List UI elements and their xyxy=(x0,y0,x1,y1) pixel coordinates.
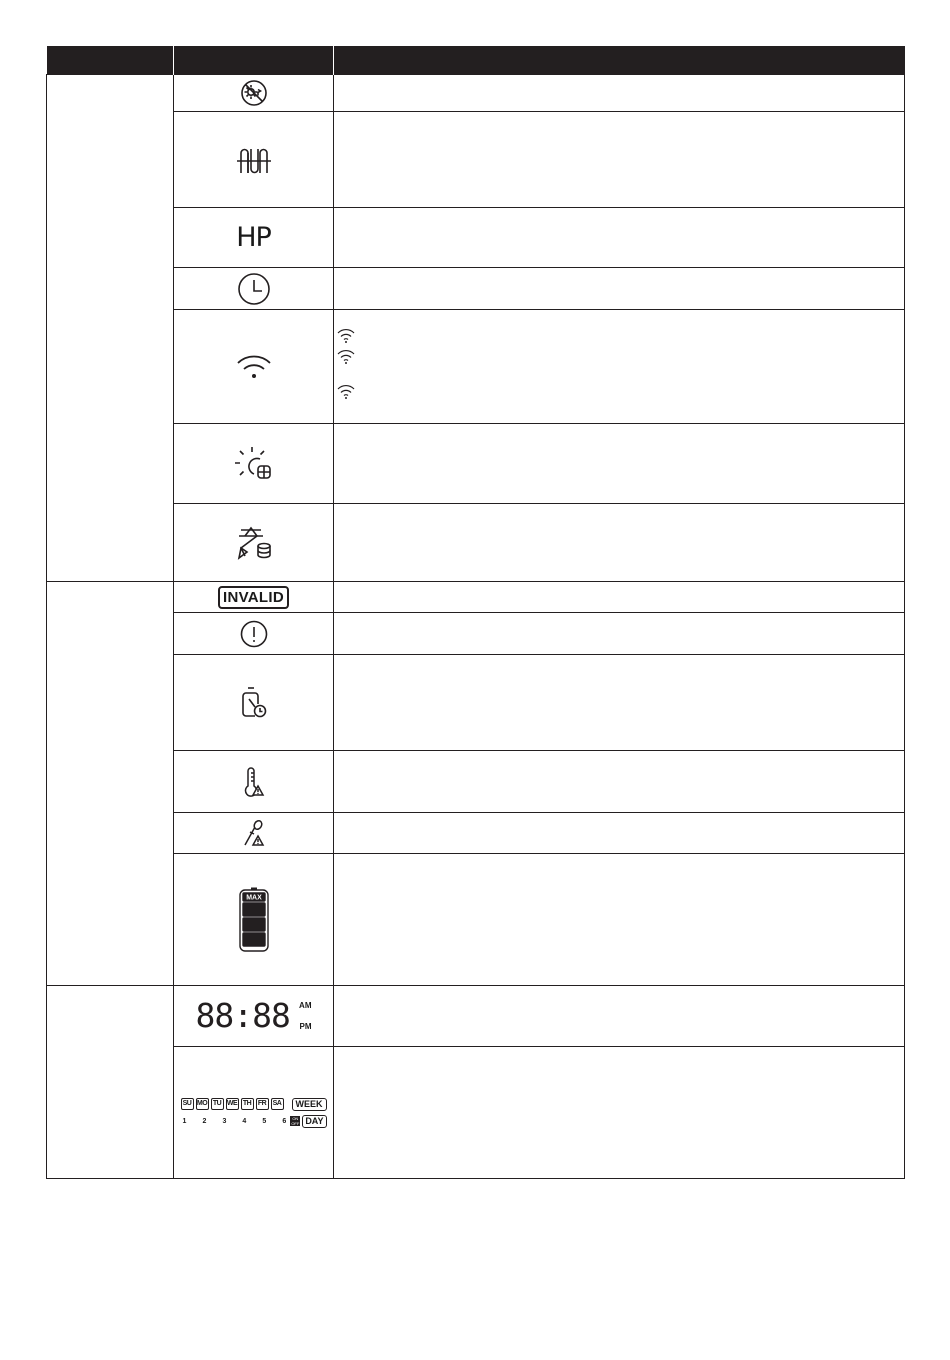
alert-icon xyxy=(240,620,268,648)
week-label: WEEK xyxy=(292,1098,327,1111)
on-off-indicator xyxy=(290,1116,300,1126)
program-number: 5 xyxy=(262,1117,267,1125)
description-cell xyxy=(334,310,905,424)
day-box: TU xyxy=(211,1098,224,1110)
description-cell xyxy=(334,112,905,208)
table-row xyxy=(47,268,905,310)
table-row xyxy=(47,613,905,655)
wifi-icon xyxy=(236,354,272,380)
off-label: OFF xyxy=(291,1121,300,1126)
description-cell xyxy=(334,854,905,986)
program-number: 3 xyxy=(222,1117,227,1125)
table-row xyxy=(47,582,905,613)
group-label xyxy=(47,75,174,582)
table-row xyxy=(47,655,905,751)
icon-spec-table xyxy=(46,46,905,1179)
day-box: SA xyxy=(271,1098,284,1110)
pv-tower-storage-icon xyxy=(235,526,273,560)
table-row xyxy=(47,112,905,208)
program-number: 2 xyxy=(202,1117,207,1125)
description-cell xyxy=(334,582,905,613)
header-icon xyxy=(174,46,334,75)
day-box: SU xyxy=(181,1098,194,1110)
table-row xyxy=(47,75,905,112)
wifi-medium-icon xyxy=(336,349,904,370)
heating-element-icon xyxy=(236,145,272,175)
description-cell xyxy=(334,613,905,655)
clock-icon xyxy=(237,272,271,306)
table-row xyxy=(47,310,905,424)
anti-frost-icon xyxy=(240,79,268,107)
weekly-program-panel xyxy=(181,1098,327,1128)
clock-display xyxy=(196,998,312,1034)
group-label xyxy=(47,986,174,1179)
table-row xyxy=(47,504,905,582)
program-numbers xyxy=(181,1118,287,1125)
day-box: WE xyxy=(226,1098,239,1110)
table-header-row xyxy=(47,46,905,75)
on-label: ON xyxy=(292,1116,299,1121)
hp-text-icon: HP xyxy=(236,222,271,253)
wifi-low-icon xyxy=(336,384,904,405)
description-cell xyxy=(334,208,905,268)
group-label xyxy=(47,582,174,986)
am-label: AM xyxy=(299,1001,312,1010)
description-cell xyxy=(334,813,905,854)
description-cell xyxy=(334,751,905,813)
day-box: MO xyxy=(196,1098,209,1110)
tank-timer-icon xyxy=(240,686,268,720)
description-cell xyxy=(334,655,905,751)
table-row xyxy=(47,1047,905,1179)
description-cell xyxy=(334,1047,905,1179)
table-row xyxy=(47,424,905,504)
program-number: 1 xyxy=(182,1117,187,1125)
program-row xyxy=(181,1115,327,1128)
sensor-warning-icon xyxy=(241,818,267,848)
description-cell xyxy=(334,424,905,504)
day-box: FR xyxy=(256,1098,269,1110)
table-row xyxy=(47,813,905,854)
table-row xyxy=(47,208,905,268)
day-box: TH xyxy=(241,1098,254,1110)
header-group xyxy=(47,46,174,75)
battery-level-icon xyxy=(238,887,270,953)
header-description xyxy=(334,46,905,75)
table-row xyxy=(47,986,905,1047)
table-row xyxy=(47,751,905,813)
description-cell xyxy=(334,986,905,1047)
sun-cell-icon xyxy=(234,445,274,483)
wifi-full-icon xyxy=(336,328,904,349)
program-number: 6 xyxy=(282,1117,287,1125)
day-label: DAY xyxy=(302,1115,326,1128)
days-row xyxy=(181,1098,327,1111)
table-row xyxy=(47,854,905,986)
invalid-label: INVALID xyxy=(218,586,289,609)
description-cell xyxy=(334,504,905,582)
program-number: 4 xyxy=(242,1117,247,1125)
battery-max-label: MAX xyxy=(245,894,262,901)
pm-label: PM xyxy=(299,1022,312,1031)
description-cell xyxy=(334,268,905,310)
description-cell xyxy=(334,75,905,112)
clock-digits: 88:88 xyxy=(195,996,290,1035)
thermometer-warning-icon xyxy=(241,766,267,798)
